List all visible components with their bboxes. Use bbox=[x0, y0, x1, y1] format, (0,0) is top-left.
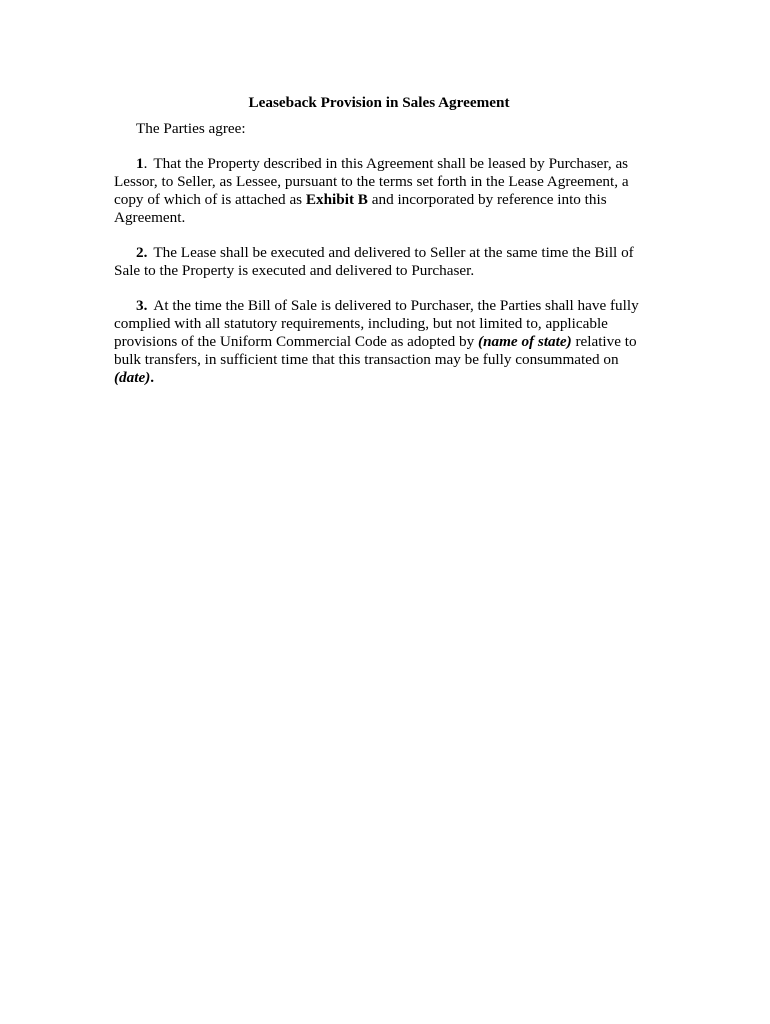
clause-3-date-placeholder: (date) bbox=[114, 369, 151, 386]
clause-1-number: 1 bbox=[136, 155, 144, 172]
document-body bbox=[114, 94, 644, 404]
clause-1 bbox=[114, 155, 644, 227]
clause-1-text-after: and incorporated by reference into this Agreement. bbox=[114, 191, 607, 226]
clause-2-text: The Lease shall be executed and delivered to Seller at the same time the Bill of Sale to the Property is executed and delivered to Purchaser. bbox=[114, 244, 634, 279]
clause-3 bbox=[114, 297, 644, 387]
intro-text: The Parties agree: bbox=[136, 120, 246, 137]
clause-3-text-end: . bbox=[150, 369, 155, 386]
clause-1-exhibit-reference: Exhibit B bbox=[305, 191, 368, 208]
clause-1-text-before: That the Property described in this Agreement shall be leased by Purchaser, as Lessor, to Seller, as Lessee, pursuant to the terms set forth in the Lease Agreement, a copy of which of is attached as bbox=[114, 155, 629, 208]
clause-2-number: 2. bbox=[136, 244, 148, 261]
clause-3-number: 3. bbox=[136, 297, 148, 314]
document-title: Leaseback Provision in Sales Agreement bbox=[248, 94, 510, 111]
clause-3-text-middle: relative to bulk transfers, in sufficient time that this transaction may be fully consummated on bbox=[114, 333, 637, 368]
clause-1-number-suffix: . bbox=[143, 155, 148, 172]
clause-3-text-before: At the time the Bill of Sale is delivered to Purchaser, the Parties shall have fully complied with all statutory requirements, including, but not limited to, applicable provisions of the Uniform Commercial Code as adopted by bbox=[114, 297, 639, 350]
clause-3-state-placeholder: (name of state) bbox=[478, 333, 572, 350]
clause-2 bbox=[114, 244, 644, 280]
